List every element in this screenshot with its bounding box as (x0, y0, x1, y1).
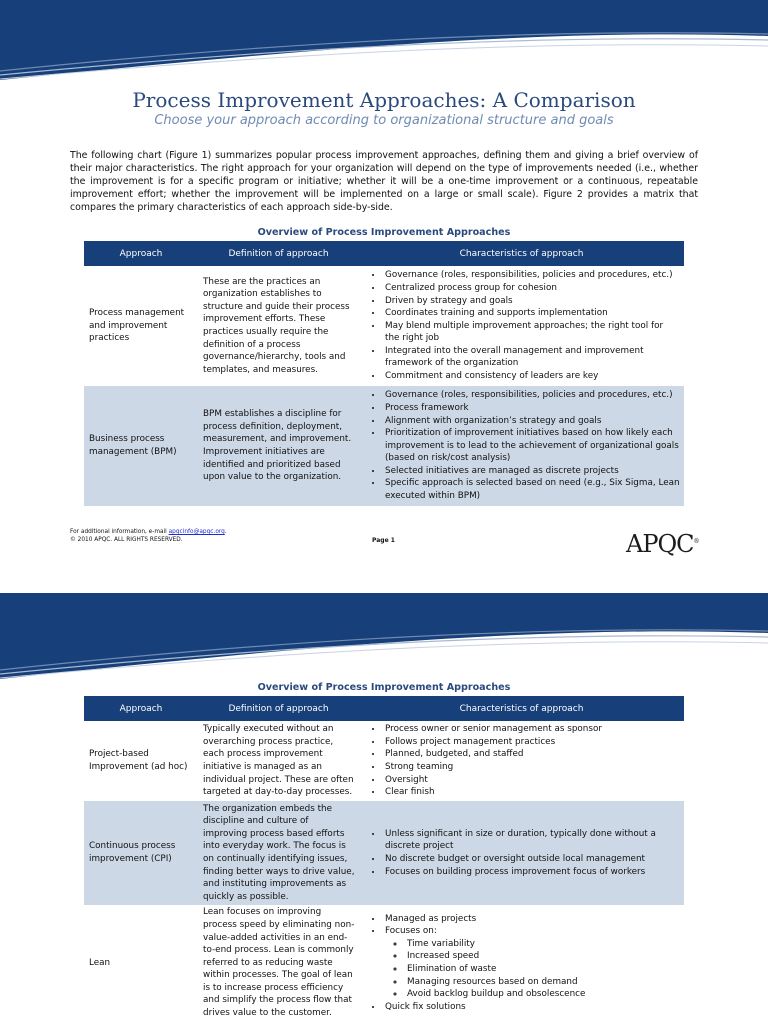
page-subtitle: Choose your approach according to organizational structure and goals (154, 113, 614, 128)
table-row (84, 801, 684, 905)
copyright: © 2010 APQC. ALL RIGHTS RESERVED. (70, 537, 183, 543)
footer-contact-prefix: For additional information, e-mail (70, 529, 169, 535)
sub-list-item: ◦ Increased speed (405, 950, 680, 963)
approach-cell: Process management and improvement practices (84, 266, 198, 386)
page2-header-banner (0, 593, 768, 683)
characteristics-cell (359, 801, 684, 905)
definition-cell: Typically executed without an overarching process practice, each process improvement initiative is managed as an individual project. These are often targeted at day-to-day processes. (198, 721, 359, 801)
list-item: • Clear finish (383, 786, 680, 799)
characteristics-cell (359, 266, 684, 386)
list-item: • Strong teaming (383, 761, 680, 774)
table-header-row (84, 696, 684, 721)
list-item: • Planned, budgeted, and staffed (383, 748, 680, 761)
list-item: • Governance (roles, responsibilities, policies and procedures, etc.) (383, 269, 680, 282)
header-characteristics: Characteristics of approach (359, 696, 684, 721)
table-row (84, 386, 684, 506)
page-title: Process Improvement Approaches: A Comparison (132, 88, 636, 112)
definition-cell: Lean focuses on improving process speed by eliminating non-value-added activities in an end-to-end process. Lean is commonly referred to as reducing waste within processes. The goal of lean is to increase process efficiency and simplify the process flow that drives value to the customer. (198, 905, 359, 1021)
list-item: • Selected initiatives are managed as discrete projects (383, 465, 680, 478)
list-item: • May blend multiple improvement approaches; the right tool for the right job (383, 320, 680, 345)
header-approach: Approach (84, 696, 198, 721)
characteristics-list (364, 828, 680, 878)
footer-contact (70, 528, 227, 536)
sub-list (385, 938, 680, 1001)
characteristics-list (364, 389, 680, 502)
definition-cell: These are the practices an organization establishes to structure and guide their process improvement efforts. These practices usually require the definition of a process governance/hierarchy, tools and templates, and measures. (198, 266, 359, 386)
header-definition: Definition of approach (198, 696, 359, 721)
table-row (84, 266, 684, 386)
page-footer (70, 528, 227, 544)
sub-list-item: ◦ Elimination of waste (405, 963, 680, 976)
characteristics-list (364, 913, 680, 1014)
list-item: • Commitment and consistency of leaders are key (383, 370, 680, 383)
sub-list-item: ◦ Time variability (405, 938, 680, 951)
list-item: • Quick fix solutions (383, 1001, 680, 1014)
characteristics-list (364, 269, 680, 382)
list-item: • Prioritization of improvement initiatives based on how likely each improvement is to lead to the achievement of organizational goals (based on risk/cost analysis) (383, 427, 680, 465)
list-item: • Unless significant in size or duration, typically done without a discrete project (383, 828, 680, 853)
definition-cell: The organization embeds the discipline and culture of improving process based efforts into everyday work. The focus is on continually identifying issues, finding better ways to drive value, and instituting improvements as quickly as possible. (198, 801, 359, 905)
footer-contact-suffix: . (224, 529, 227, 535)
list-item (383, 925, 680, 1001)
header-characteristics: Characteristics of approach (359, 241, 684, 266)
header-approach: Approach (84, 241, 198, 266)
apqc-logo (626, 530, 700, 558)
characteristics-cell (359, 905, 684, 1021)
email-link[interactable]: apqcinfo@apqc.org (168, 529, 225, 535)
list-item: • Oversight (383, 774, 680, 787)
approach-cell: Project-based Improvement (ad hoc) (84, 721, 198, 801)
sub-list-item: ◦ Avoid backlog buildup and obsolescence (405, 988, 680, 1001)
approach-cell: Business process management (BPM) (84, 386, 198, 506)
list-item: • Focuses on building process improvement focus of workers (383, 866, 680, 879)
approach-cell: Lean (84, 905, 198, 1021)
approach-cell: Continuous process improvement (CPI) (84, 801, 198, 905)
page1-header-banner (0, 0, 768, 84)
list-item: • Managed as projects (383, 913, 680, 926)
list-item: • No discrete budget or oversight outside local management (383, 853, 680, 866)
list-item: • Centralized process group for cohesion (383, 282, 680, 295)
table-row (84, 721, 684, 801)
header-definition: Definition of approach (198, 241, 359, 266)
definition-cell: BPM establishes a discipline for process definition, deployment, measurement, and improvement. Improvement initiatives are identified and prioritized based upon value to the organization. (198, 386, 359, 506)
approaches-table-page1 (84, 241, 684, 506)
characteristics-cell (359, 386, 684, 506)
characteristics-list (364, 723, 680, 799)
approaches-table-page2 (84, 696, 684, 1021)
list-item: • Process owner or senior management as sponsor (383, 723, 680, 736)
logo-registered-mark: ® (693, 538, 700, 545)
list-item: • Coordinates training and supports implementation (383, 307, 680, 320)
intro-paragraph: The following chart (Figure 1) summarizes popular process improvement approaches, defining them and giving a brief overview of their major characteristics. The right approach for your organization will depend on the type of improvements needed (i.e., whether the improvement is for a specific program or initiative; whether it will be a one-time improvement or a continuous, repeatable improvement effort; whether the improvement will be implemented on a large or small scale). Figure 2 provides a matrix that compares the primary characteristics of each approach side-by-side. (70, 150, 698, 213)
list-item: • Alignment with organization’s strategy and goals (383, 415, 680, 428)
characteristics-cell (359, 721, 684, 801)
list-item: • Specific approach is selected based on need (e.g., Six Sigma, Lean executed within BPM) (383, 477, 680, 502)
page-number: Page 1 (372, 537, 395, 544)
table-title-page2: Overview of Process Improvement Approaches (257, 682, 511, 693)
list-item: • Driven by strategy and goals (383, 295, 680, 308)
table-title: Overview of Process Improvement Approaches (257, 227, 511, 238)
list-item: • Integrated into the overall management and improvement framework of the organization (383, 345, 680, 370)
list-item: • Follows project management practices (383, 736, 680, 749)
table-row (84, 905, 684, 1021)
table-header-row (84, 241, 684, 266)
list-item-label: Focuses on: (385, 926, 437, 937)
list-item: • Governance (roles, responsibilities, policies and procedures, etc.) (383, 389, 680, 402)
sub-list-item: ◦ Managing resources based on demand (405, 976, 680, 989)
logo-text: APQC (626, 530, 694, 558)
list-item: • Process framework (383, 402, 680, 415)
